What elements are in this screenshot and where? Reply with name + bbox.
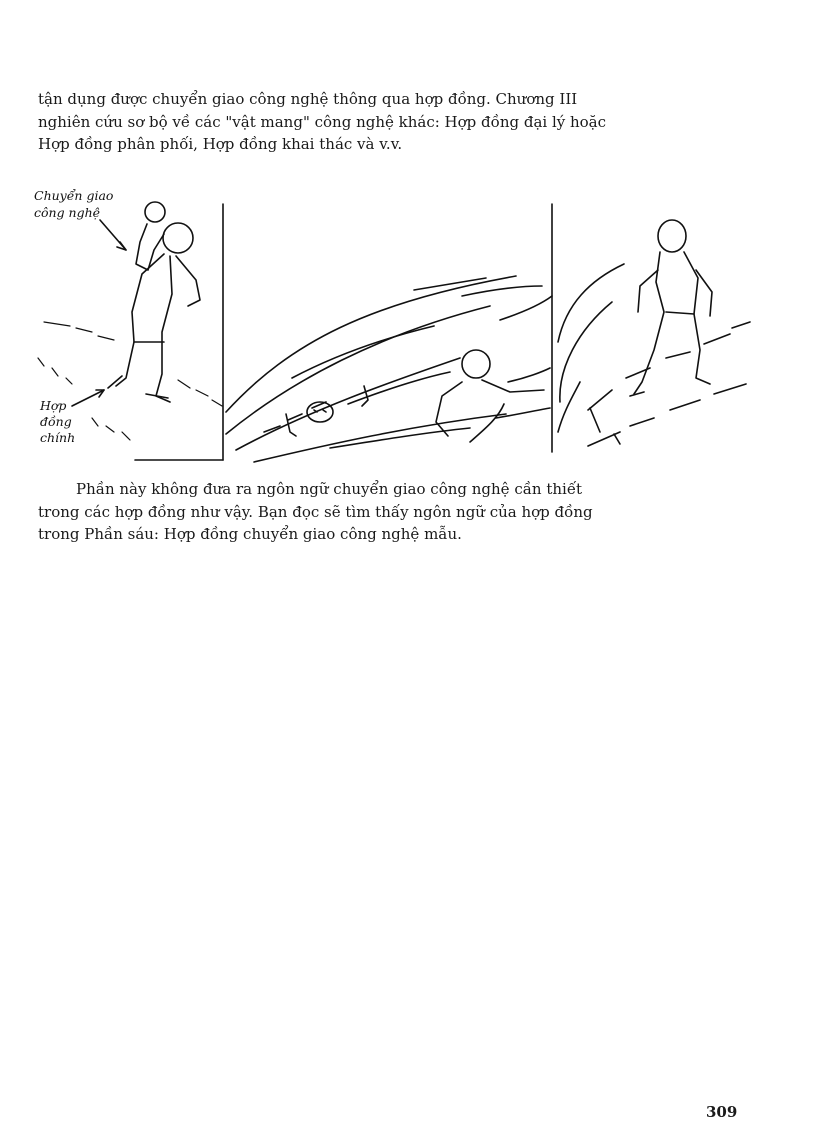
panel-river-waves bbox=[226, 276, 552, 462]
svg-text:Chuyển giao: Chuyển giao bbox=[34, 188, 114, 203]
svg-text:Hợp: Hợp bbox=[40, 398, 67, 413]
paragraph-line: tận dụng được chuyển giao công nghệ thông qua hợp đồng. Chương III bbox=[38, 90, 578, 108]
closing-paragraph bbox=[38, 478, 744, 546]
paragraph-line: nghiên cứu sơ bộ về các "vật mang" công nghệ khác: Hợp đồng đại lý hoặc bbox=[38, 112, 607, 131]
svg-text:đồng: đồng bbox=[40, 414, 72, 429]
intro-paragraph bbox=[38, 88, 744, 156]
page-number: 309 bbox=[706, 1103, 738, 1121]
paragraph-line: Hợp đồng phân phối, Hợp đồng khai thác và v.v. bbox=[38, 135, 403, 153]
drowning-figure bbox=[286, 386, 368, 436]
technology-transfer-illustration bbox=[30, 182, 760, 472]
paragraph-line: trong các hợp đồng như vậy. Bạn đọc sẽ tìm thấy ngôn ngữ của hợp đồng bbox=[38, 502, 593, 521]
panel-dividers bbox=[135, 204, 552, 460]
label-main-contract bbox=[39, 390, 104, 445]
panel-bank-lines bbox=[558, 264, 750, 446]
walking-figure bbox=[630, 220, 712, 396]
svg-text:công nghệ: công nghệ bbox=[34, 205, 101, 220]
paragraph-line: Phần này không đưa ra ngôn ngữ chuyển giao công nghệ cần thiết bbox=[76, 480, 583, 498]
swimming-figure bbox=[436, 350, 544, 442]
paragraph-line: trong Phần sáu: Hợp đồng chuyển giao công nghệ mẫu. bbox=[38, 525, 462, 543]
svg-text:chính: chính bbox=[40, 430, 76, 445]
label-technology-transfer bbox=[34, 188, 126, 250]
panel-carrying-figure bbox=[108, 202, 200, 402]
